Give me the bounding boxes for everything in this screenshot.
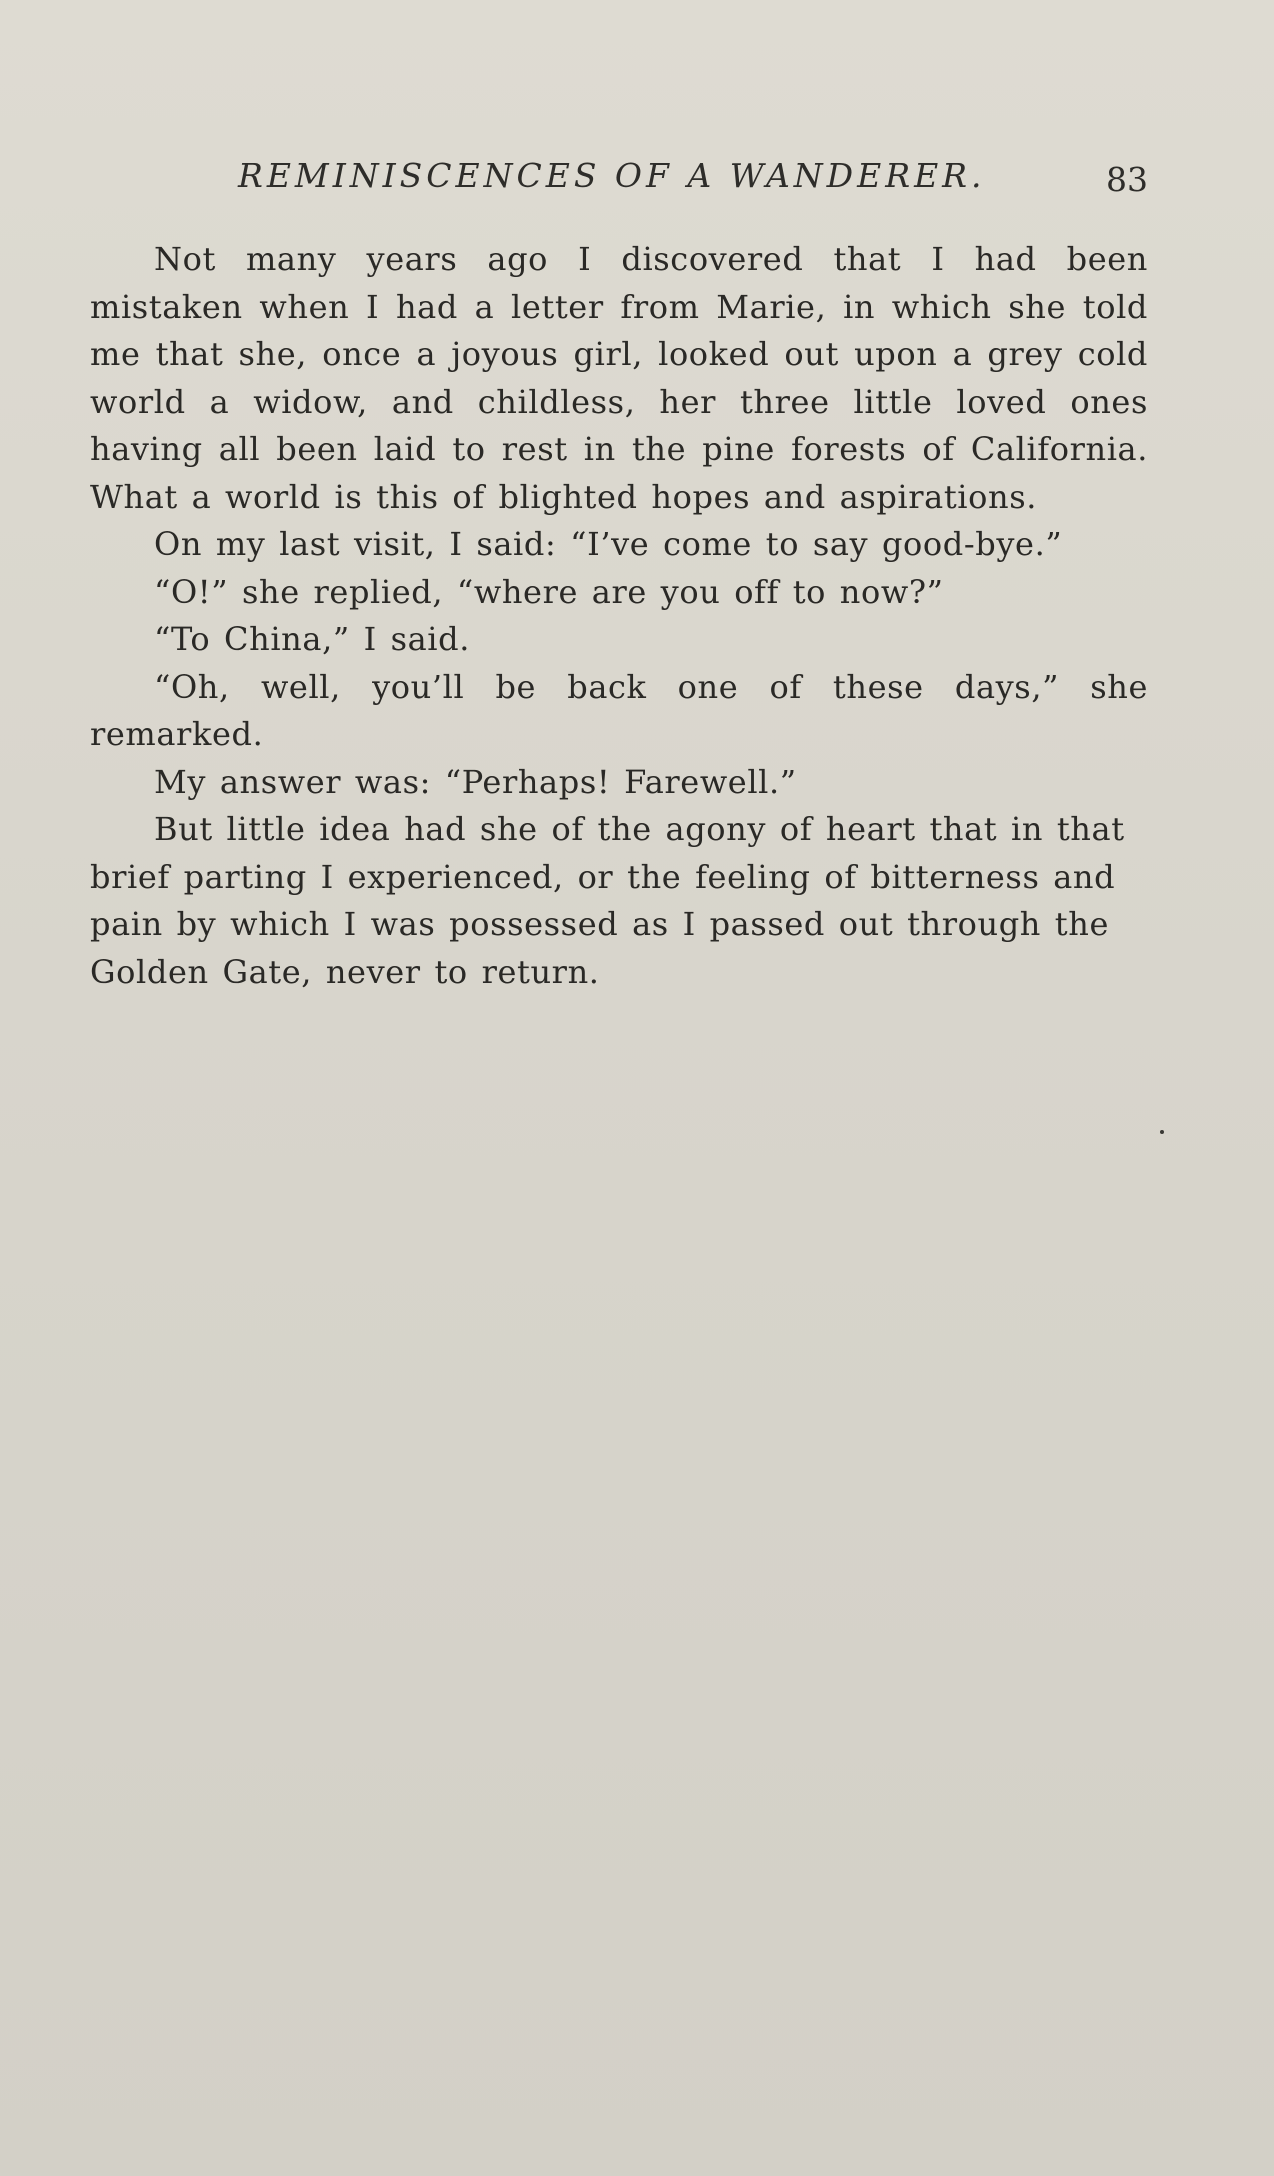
page-number: 83 bbox=[1106, 160, 1148, 199]
page-header bbox=[90, 148, 1148, 208]
paragraph: On my last visit, I said: “I’ve come to say good-bye.” bbox=[154, 525, 1063, 563]
paragraph: “Oh, well, you’ll be back one of these days,” she remarked. bbox=[90, 667, 1148, 753]
body-text bbox=[90, 236, 1148, 996]
paragraph: But little idea had she of the agony of heart that in that brief parting I experienced, or the feeling of bitterness and pain by which I was possessed as I passed out through the Golden Gate, never to return. bbox=[90, 810, 1125, 991]
running-title: REMINISCENCES OF A WANDERER. bbox=[238, 156, 986, 195]
paragraph: My answer was: “Perhaps! Farewell.” bbox=[154, 762, 797, 801]
paragraph: Not many years ago I discovered that I had been mistaken when I had a letter from Marie, in which she told me that she, once a joyous girl, looked out upon a grey cold world a widow, and childless, her three little loved ones having all been laid to rest in the pine forests of California. What a world is this of blighted hopes and aspirations. bbox=[90, 240, 1148, 516]
paper-speck bbox=[1160, 1130, 1164, 1134]
paragraph: “To China,” I said. bbox=[154, 620, 470, 658]
paragraph: “O!” she replied, “where are you off to now?” bbox=[154, 572, 944, 611]
